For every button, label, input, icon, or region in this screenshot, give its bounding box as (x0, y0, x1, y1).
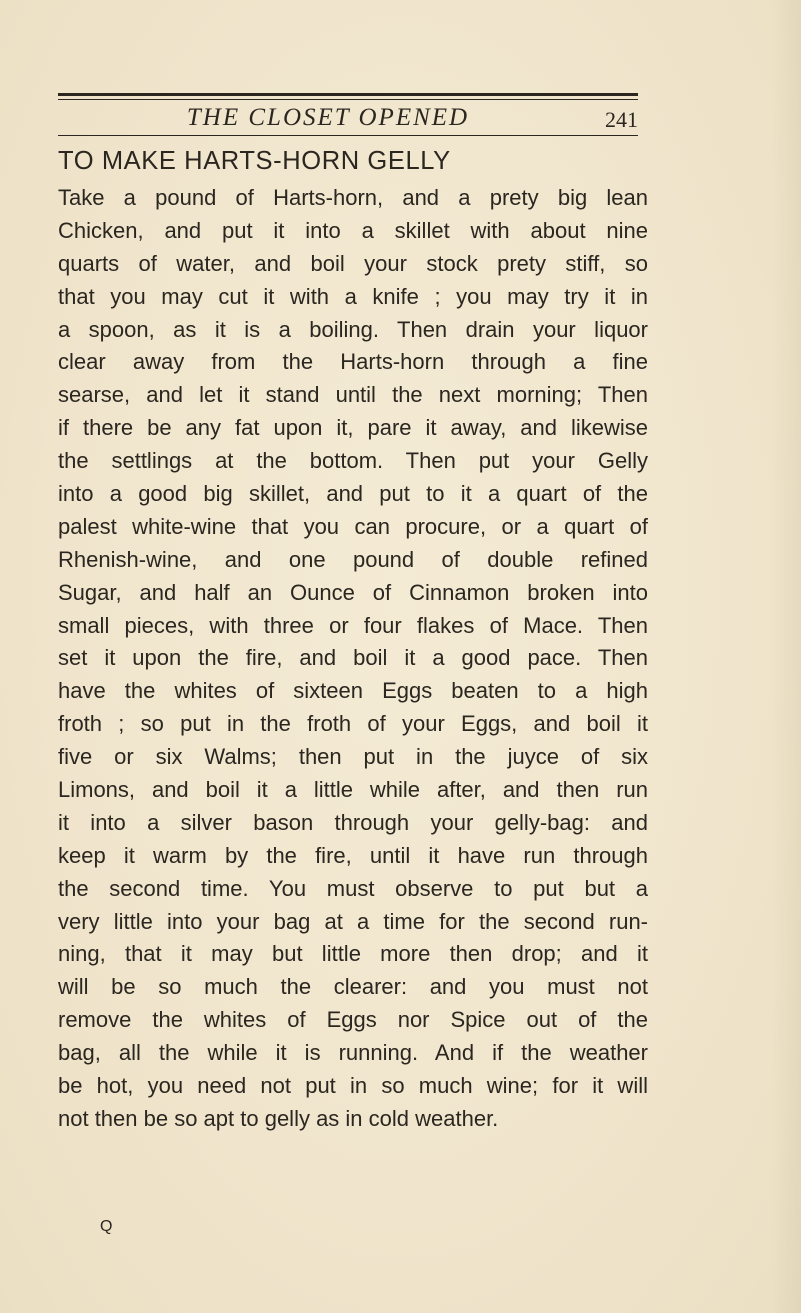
page-edge-shadow (771, 0, 801, 1313)
text-line: clear away from the Harts-horn through a fine (58, 349, 648, 375)
text-line: small pieces, with three or four flakes of Mace. Then (58, 612, 648, 638)
text-line: keep it warm by the fire, until it have run through (58, 842, 648, 868)
running-header (58, 104, 638, 136)
header-rule-bottom (58, 135, 638, 136)
recipe-body (58, 182, 648, 1136)
text-line: the second time. You must observe to put but a (58, 875, 648, 901)
recipe-heading: TO MAKE HARTS-HORN GELLY (58, 147, 451, 175)
text-line: the settlings at the bottom. Then put your Gelly (58, 448, 648, 474)
text-line: palest white-wine that you can procure, or a quart of (58, 513, 648, 539)
text-line: it into a silver bason through your gelly-bag: and (58, 809, 648, 835)
text-line: not then be so apt to gelly as in cold weather. (58, 1105, 499, 1131)
text-line: froth ; so put in the froth of your Eggs, and boil it (58, 711, 648, 737)
text-line: Take a pound of Harts-horn, and a prety big lean (58, 185, 648, 210)
text-line: Rhenish-wine, and one pound of double refined (58, 546, 648, 572)
text-line: ning, that it may but little more then drop; and it (58, 941, 648, 967)
text-line: remove the whites of Eggs nor Spice out of the (58, 1007, 648, 1033)
text-line: into a good big skillet, and put to it a quart of the (58, 481, 648, 507)
text-line: a spoon, as it is a boiling. Then drain your liquor (58, 316, 648, 342)
text-line: will be so much the clearer: and you must not (58, 974, 648, 1000)
header-rule-thin (58, 99, 638, 100)
text-line: Chicken, and put it into a skillet with about nine (58, 217, 648, 243)
text-line: bag, all the while it is running. And if the weather (58, 1040, 648, 1066)
text-line: Limons, and boil it a little while after, and then run (58, 777, 648, 803)
text-line: five or six Walms; then put in the juyce of six (58, 744, 648, 770)
text-line: Sugar, and half an Ounce of Cinnamon broken into (58, 579, 648, 605)
running-title: THE CLOSET OPENED (186, 104, 470, 131)
page-number: 241 (605, 107, 638, 132)
text-line: searse, and let it stand until the next morning; Then (58, 382, 648, 408)
text-line: set it upon the fire, and boil it a good pace. Then (58, 645, 648, 671)
text-line: very little into your bag at a time for the second run- (58, 908, 648, 934)
text-line: have the whites of sixteen Eggs beaten to a high (58, 678, 648, 704)
header-rule-thick (58, 93, 638, 96)
text-line: quarts of water, and boil your stock prety stiff, so (58, 250, 648, 276)
signature-mark: Q (100, 1218, 113, 1235)
text-line: be hot, you need not put in so much wine; for it will (58, 1073, 648, 1099)
text-line: if there be any fat upon it, pare it away, and likewise (58, 415, 648, 441)
text-line: that you may cut it with a knife ; you may try it in (58, 283, 648, 309)
